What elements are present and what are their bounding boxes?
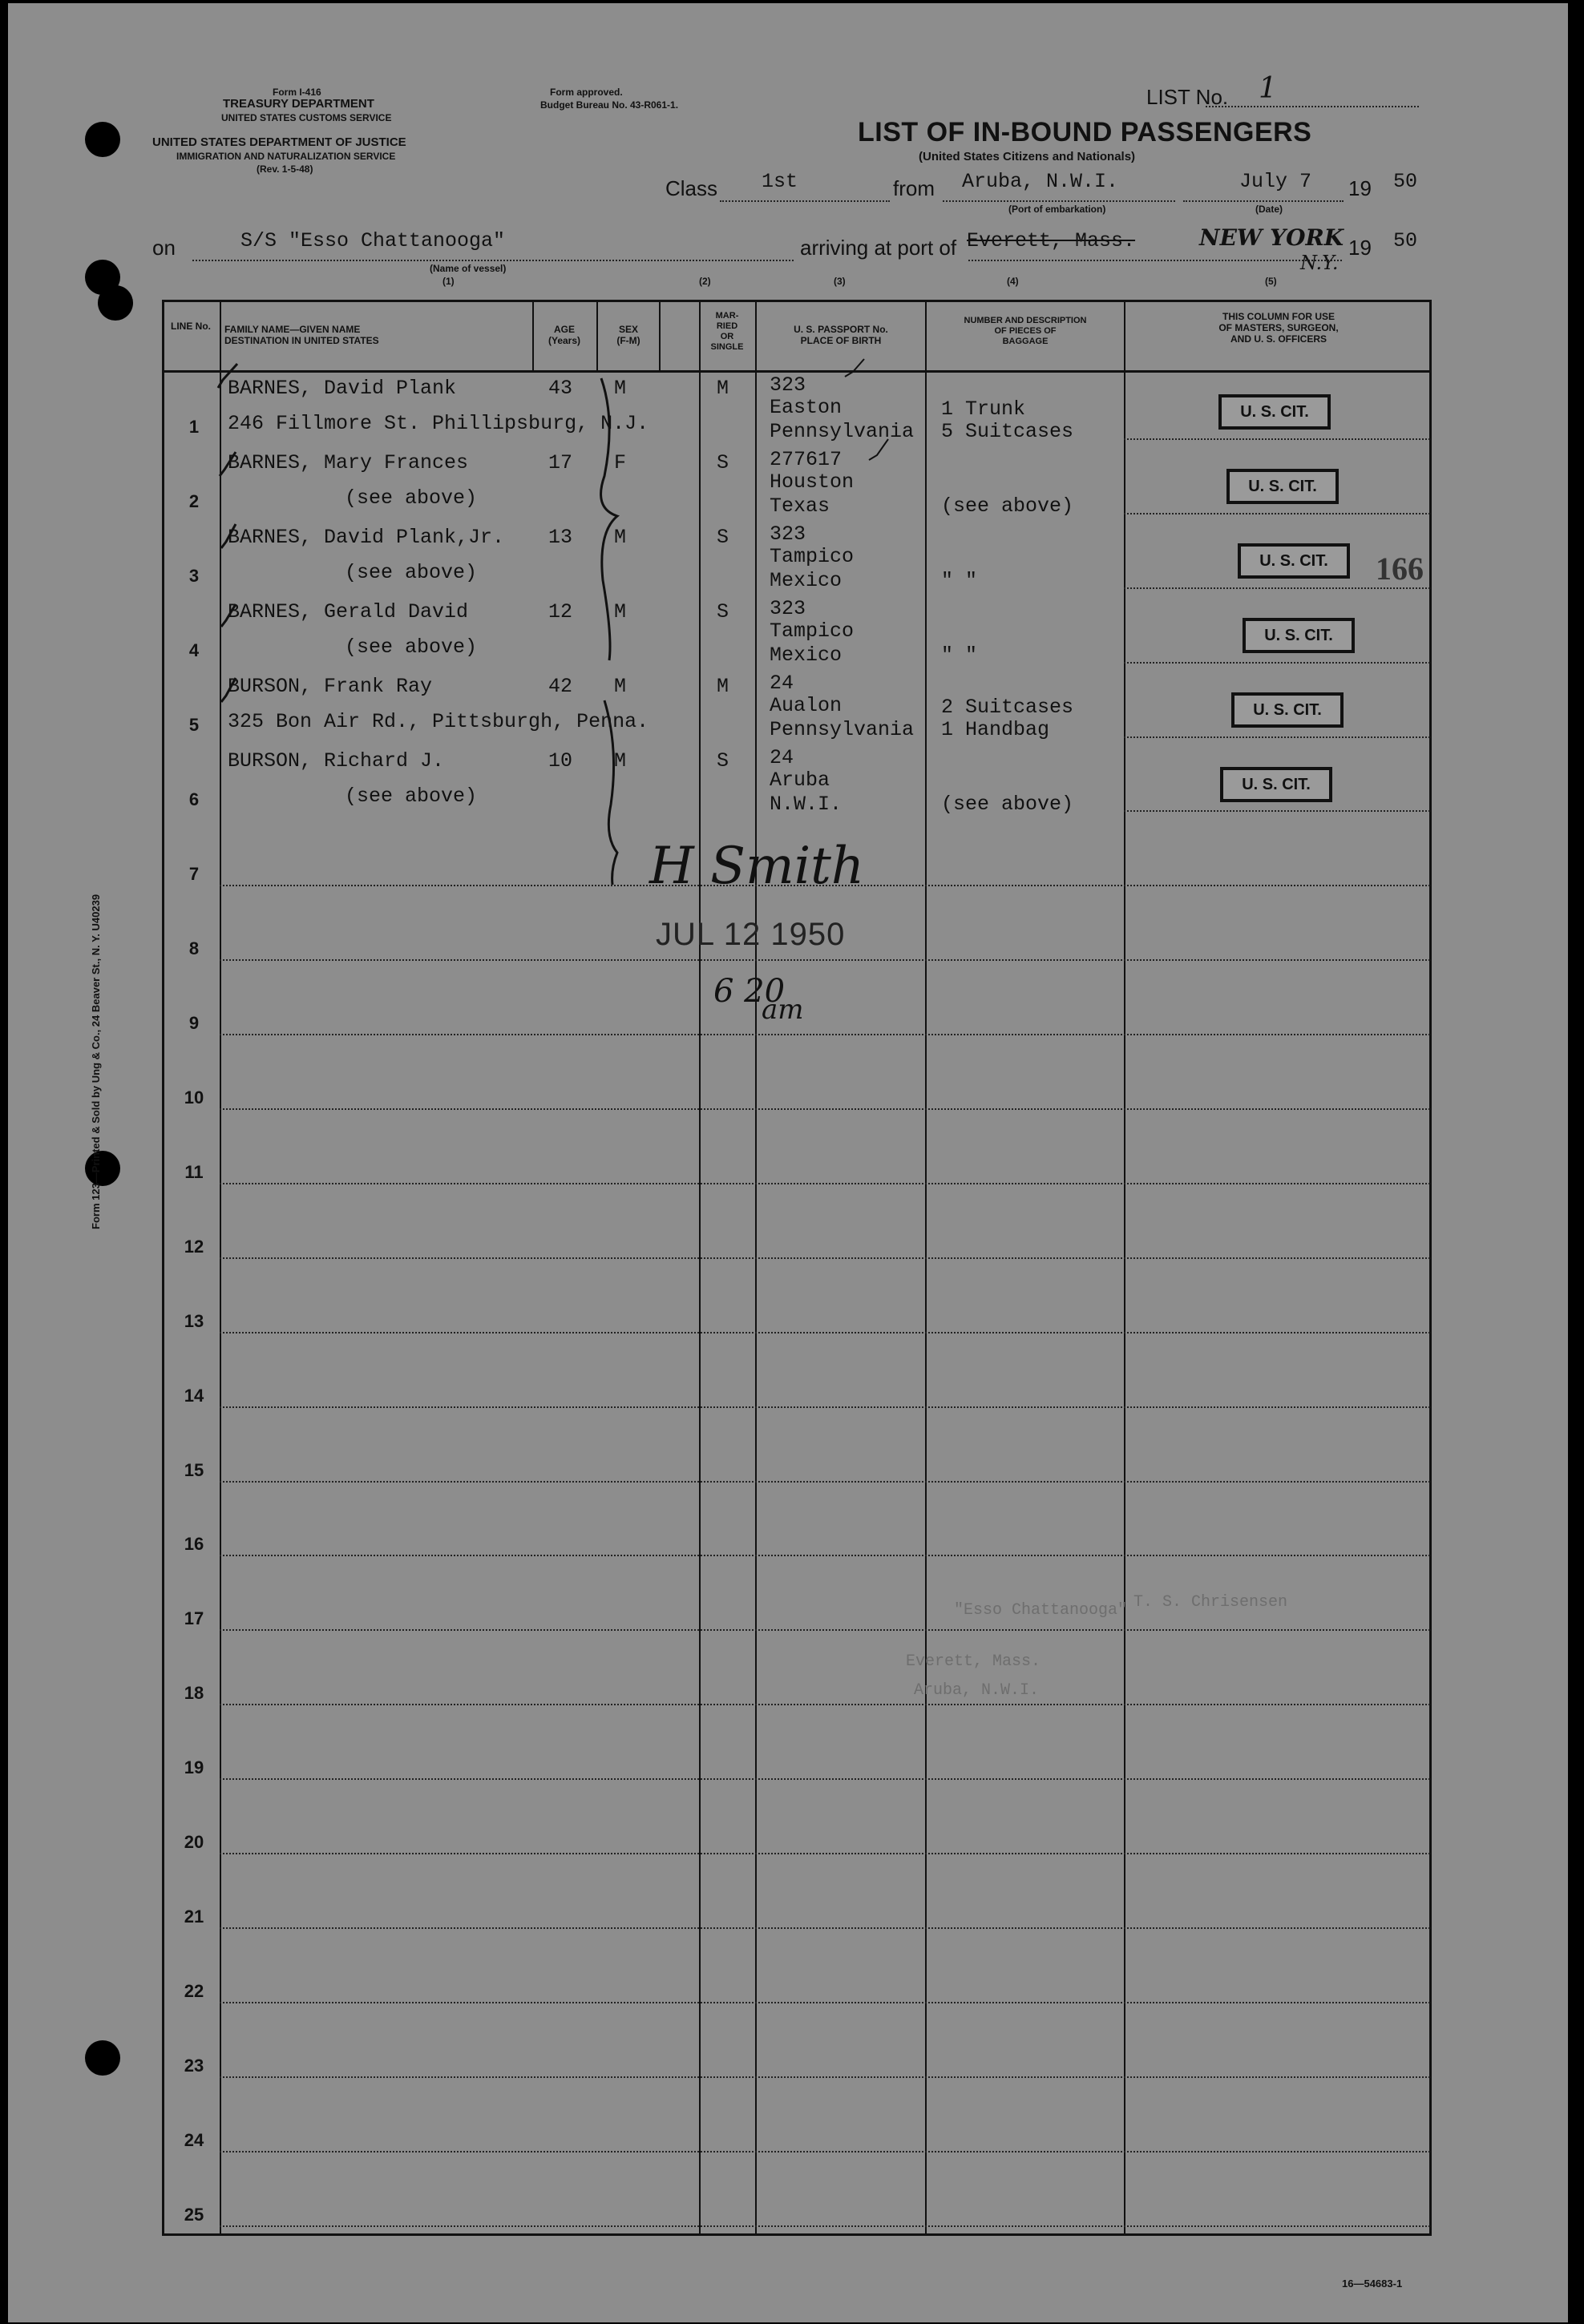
baggage-line-2: " " [941, 643, 978, 667]
row-rule [220, 1853, 1430, 1854]
treasury-department: TREASURY DEPARTMENT [223, 97, 374, 111]
passenger-name: BARNES, Gerald David [228, 599, 469, 623]
form-subtitle: (United States Citizens and Nationals) [919, 150, 1136, 163]
line-number: 23 [184, 2055, 204, 2076]
arrival-port-typed: Everett, Mass. [967, 229, 1136, 252]
passenger-destination: (see above) [345, 560, 478, 584]
passenger-sex: M [614, 525, 627, 549]
baggage-line-2: 5 Suitcases [941, 420, 1074, 443]
list-number-line [1206, 106, 1419, 107]
page-number: 166 [1376, 551, 1424, 587]
passenger-age: 17 [548, 450, 573, 474]
bleed-port: Everett, Mass. [906, 1652, 1041, 1671]
arriving-label: arriving at port of [800, 236, 957, 260]
passenger-age: 43 [548, 377, 573, 400]
arrival-date-stamp: JUL 12 1950 [656, 917, 846, 952]
date-caption: (Date) [1255, 204, 1283, 215]
passport-number: 24 [770, 671, 794, 695]
row-rule [220, 1183, 1430, 1184]
vessel-line [192, 260, 794, 261]
line-number: 14 [184, 1385, 204, 1406]
row-rule [1124, 662, 1430, 664]
immigration-service: IMMIGRATION AND NATURALIZATION SERVICE [176, 151, 396, 162]
passenger-destination: (see above) [345, 635, 478, 659]
baggage-line-2: " " [941, 568, 978, 592]
date-line [1183, 200, 1344, 202]
vessel-caption: (Name of vessel) [430, 263, 507, 274]
arrival-port-handwritten: NEW YORK [1199, 224, 1344, 251]
passenger-name: BARNES, Mary Frances [228, 450, 469, 474]
embarkation-port: Aruba, N.W.I. [962, 170, 1119, 193]
row-rule [220, 1927, 1430, 1929]
col-header-sex: SEX (F-M) [616, 324, 640, 346]
list-number-value: 1 [1259, 72, 1277, 105]
bleed-port2: Aruba, N.W.I. [914, 1681, 1040, 1700]
line-number: 18 [184, 1683, 204, 1704]
passenger-sex: M [614, 599, 627, 623]
passenger-name: BURSON, Frank Ray [228, 674, 433, 698]
birth-place-region: N.W.I. [770, 792, 843, 816]
vessel-name: S/S "Esso Chattanooga" [240, 229, 506, 252]
row-rule [220, 1778, 1430, 1780]
arrival-time-ampm: am [762, 994, 804, 1026]
marital-status: S [717, 450, 729, 474]
col-divider-officers [1124, 300, 1125, 2236]
row-rule [220, 2076, 1430, 2078]
col-num-3: (3) [834, 276, 846, 287]
year2-value: 50 [1393, 229, 1418, 252]
passenger-destination: (see above) [345, 486, 478, 510]
form-number: Form I-416 [273, 87, 321, 98]
row-rule [220, 959, 1430, 961]
passenger-age: 12 [548, 599, 573, 623]
line-number: 3 [188, 565, 200, 586]
birth-place-city: Tampico [770, 544, 855, 568]
birth-place-city: Tampico [770, 619, 855, 643]
passenger-sex: M [614, 377, 627, 400]
line-number: 8 [188, 938, 200, 959]
line-number: 2 [188, 490, 200, 511]
passenger-destination: 246 Fillmore St. Phillipsburg, N.J. [228, 412, 649, 435]
bleed-vessel-name: "Esso Chattanooga" [954, 1601, 1128, 1620]
binder-hole-lower [85, 2040, 120, 2076]
form-title: LIST OF IN-BOUND PASSENGERS [858, 117, 1312, 147]
row-rule [220, 1704, 1430, 1705]
passenger-name: BARNES, David Plank [228, 377, 457, 400]
col-num-2: (2) [699, 276, 711, 287]
from-line [943, 200, 1175, 202]
inspector-signature: H Smith [649, 837, 865, 896]
line-number: 20 [184, 1832, 204, 1852]
class-label: Class [665, 176, 718, 200]
birth-place-region: Mexico [770, 643, 843, 667]
line-number: 13 [184, 1310, 204, 1331]
passenger-sex: M [614, 674, 627, 698]
us-citizen-stamp: U. S. CIT. [1226, 469, 1339, 504]
line-number: 17 [184, 1608, 204, 1629]
manifest-page [8, 3, 1568, 2322]
birth-place-city: Aruba [770, 768, 830, 792]
marital-status: S [717, 525, 729, 549]
arrival-port-line [968, 260, 1342, 261]
line-number: 15 [184, 1459, 204, 1480]
col-num-5: (5) [1265, 276, 1277, 287]
row-rule [220, 1332, 1430, 1333]
from-label: from [893, 176, 935, 200]
row-rule [220, 1034, 1430, 1035]
line-number: 25 [184, 2204, 204, 2225]
passenger-age: 42 [548, 674, 573, 698]
row-rule [220, 1406, 1430, 1408]
marital-status: S [717, 748, 729, 773]
line-number: 21 [184, 1906, 204, 1927]
col-header-line-no: LINE No. [171, 321, 211, 332]
list-number-label: LIST No. [1146, 85, 1229, 109]
footer-code: 16—54683-1 [1342, 2278, 1403, 2290]
col-num-1: (1) [442, 276, 455, 287]
birth-place-city: Easton [770, 396, 843, 419]
passenger-destination: 325 Bon Air Rd., Pittsburgh, Penna. [228, 709, 649, 733]
col-header-passport: U. S. PASSPORT No. PLACE OF BIRTH [794, 324, 888, 346]
us-citizen-stamp: U. S. CIT. [1231, 692, 1344, 728]
binder-hole-top [85, 122, 120, 157]
embarkation-caption: (Port of embarkation) [1008, 204, 1106, 215]
line-number: 4 [188, 640, 200, 660]
passenger-age: 10 [548, 748, 573, 773]
col-header-age: AGE (Years) [548, 324, 581, 346]
passenger-name: BURSON, Richard J. [228, 748, 445, 773]
customs-service: UNITED STATES CUSTOMS SERVICE [221, 112, 392, 123]
birth-place-city: Houston [770, 470, 855, 494]
us-citizen-stamp: U. S. CIT. [1218, 394, 1331, 430]
marital-status: S [717, 599, 729, 623]
line-number: 12 [184, 1236, 204, 1257]
form-revision: (Rev. 1-5-48) [257, 163, 313, 175]
marital-status: M [717, 674, 729, 698]
passenger-name: BARNES, David Plank,Jr. [228, 525, 505, 549]
passport-number: 323 [770, 522, 806, 546]
row-rule [220, 2151, 1430, 2153]
birth-place-city: Aualon [770, 693, 843, 717]
row-rule [220, 1555, 1430, 1556]
row-rule [1124, 810, 1430, 812]
passport-number: 277617 [770, 447, 843, 471]
line-number: 24 [184, 2129, 204, 2150]
line-number: 11 [184, 1161, 204, 1182]
form-approved: Form approved. [550, 87, 623, 98]
arrival-port-state: N.Y. [1300, 252, 1339, 274]
birth-place-region: Mexico [770, 568, 843, 592]
baggage-line-1: 1 Trunk [941, 397, 1026, 421]
class-value: 1st [762, 170, 798, 193]
col-header-name: FAMILY NAME—GIVEN NAME DESTINATION IN UNITED STATES [224, 324, 379, 346]
row-rule [220, 2002, 1430, 2003]
check-marks [212, 356, 917, 805]
line-number: 7 [188, 864, 200, 885]
line-number: 16 [184, 1534, 204, 1555]
row-rule [220, 1257, 1430, 1259]
row-rule [1124, 438, 1430, 440]
col-header-officers: THIS COLUMN FOR USE OF MASTERS, SURGEON, AND U. S. OFFICERS [1218, 311, 1339, 345]
class-line [720, 200, 890, 202]
marital-status: M [717, 377, 729, 400]
arrival-time: 6 20 [713, 973, 786, 1010]
year-prefix: 19 [1348, 176, 1372, 200]
line-number: 9 [188, 1013, 200, 1034]
row-rule [1124, 736, 1430, 738]
line-number: 1 [188, 417, 200, 437]
us-citizen-stamp: U. S. CIT. [1220, 767, 1332, 802]
department-of-justice: UNITED STATES DEPARTMENT OF JUSTICE [152, 135, 406, 149]
col-header-married: MAR- RIED OR SINGLE [710, 311, 744, 352]
baggage-line-2: (see above) [941, 494, 1074, 518]
passport-number: 323 [770, 596, 806, 620]
us-citizen-stamp: U. S. CIT. [1238, 543, 1350, 579]
line-number: 22 [184, 1980, 204, 2001]
baggage-line-1: 2 Suitcases [941, 695, 1074, 719]
us-citizen-stamp: U. S. CIT. [1243, 618, 1355, 653]
passport-number: 323 [770, 373, 806, 397]
line-number: 19 [184, 1757, 204, 1778]
embarkation-date: July 7 [1239, 170, 1312, 193]
row-rule [1124, 513, 1430, 514]
row-rule [220, 1481, 1430, 1483]
birth-place-region: Pennsylvania [770, 717, 915, 741]
on-label: on [152, 236, 176, 260]
col-divider-baggage [925, 300, 927, 2236]
bleed-master-name: T. S. Chrisensen [1133, 1593, 1288, 1612]
line-number: 10 [184, 1087, 204, 1108]
col-header-baggage: NUMBER AND DESCRIPTION OF PIECES OF BAGGAGE [964, 316, 1087, 346]
col-num-4: (4) [1007, 276, 1019, 287]
binder-hole-upper2 [98, 285, 133, 321]
printer-side-text: Form 123—Printed & Sold by Ung & Co., 24 Beaver St., N. Y. U40239 [90, 894, 102, 1229]
baggage-line-2: 1 Handbag [941, 717, 1050, 741]
passenger-sex: M [614, 748, 627, 773]
row-rule [220, 1629, 1430, 1631]
baggage-line-2: (see above) [941, 792, 1074, 816]
row-rule [220, 1108, 1430, 1110]
birth-place-region: Texas [770, 494, 830, 518]
passenger-age: 13 [548, 525, 573, 549]
budget-bureau: Budget Bureau No. 43-R061-1. [540, 99, 679, 111]
passenger-sex: F [614, 450, 627, 474]
birth-place-region: Pennsylvania [770, 420, 915, 443]
passenger-destination: (see above) [345, 784, 478, 808]
line-number: 6 [188, 789, 200, 809]
year2-prefix: 19 [1348, 236, 1372, 260]
passport-number: 24 [770, 745, 794, 769]
year-value: 50 [1393, 170, 1418, 193]
line-number: 5 [188, 714, 200, 735]
row-rule [220, 2225, 1430, 2227]
